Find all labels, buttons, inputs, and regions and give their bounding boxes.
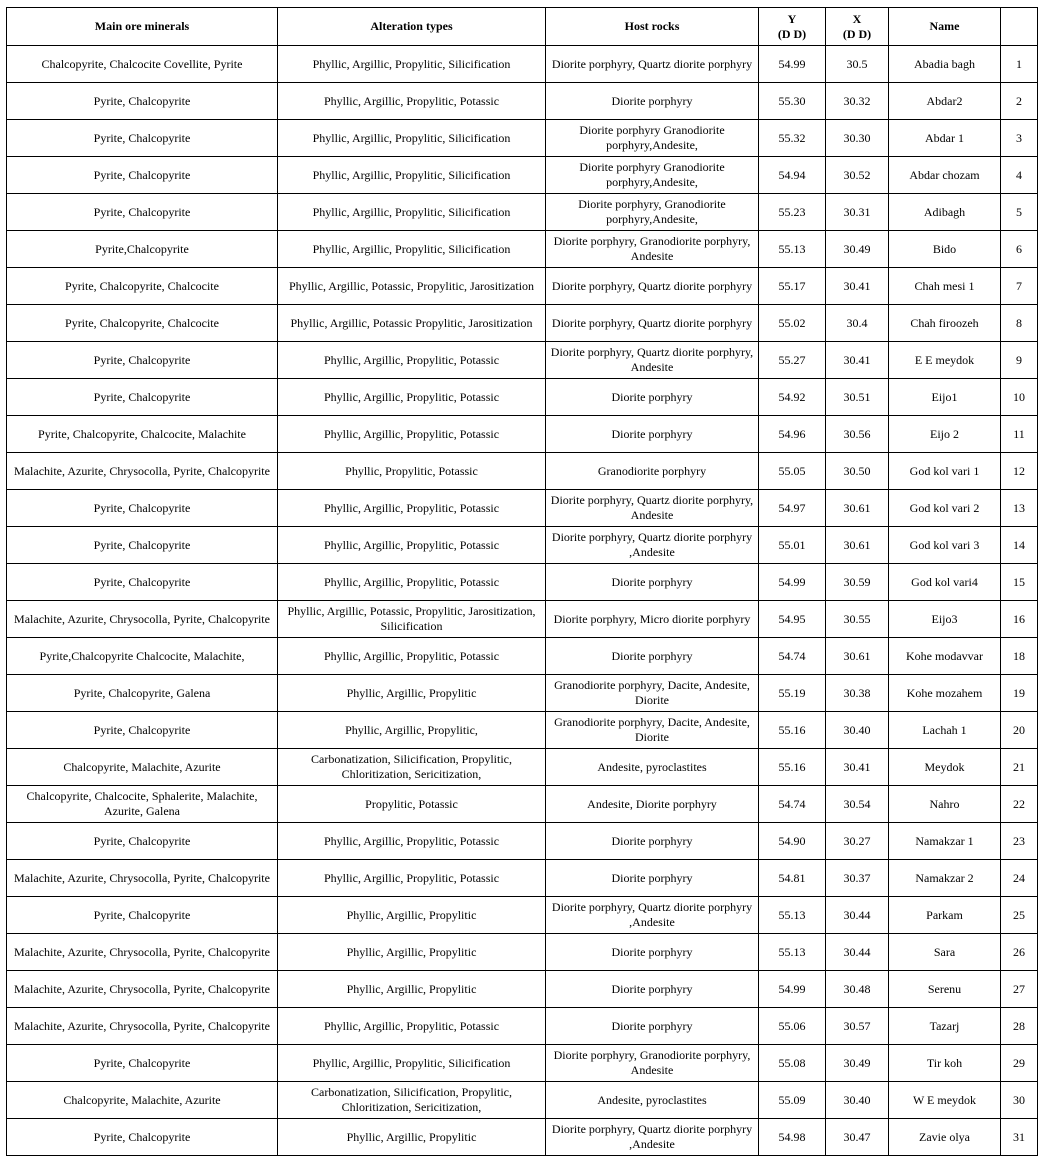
cell-y: 54.99 xyxy=(759,564,826,601)
cell-alteration-types: Phyllic, Argillic, Propylitic, Potassic xyxy=(278,823,546,860)
cell-alteration-types: Phyllic, Argillic, Propylitic, Potassic xyxy=(278,527,546,564)
cell-number: 31 xyxy=(1001,1119,1038,1156)
table-row xyxy=(7,934,1038,971)
cell-number: 5 xyxy=(1001,194,1038,231)
cell-y: 55.19 xyxy=(759,675,826,712)
table-row xyxy=(7,1045,1038,1082)
cell-name: Sara xyxy=(889,934,1001,971)
cell-main-ore-minerals: Pyrite, Chalcopyrite, Chalcocite xyxy=(7,305,278,342)
cell-main-ore-minerals: Malachite, Azurite, Chrysocolla, Pyrite, Chalcopyrite xyxy=(7,971,278,1008)
cell-y: 55.30 xyxy=(759,83,826,120)
cell-y: 55.17 xyxy=(759,268,826,305)
cell-name: Kohe mozahem xyxy=(889,675,1001,712)
table-row xyxy=(7,231,1038,268)
cell-number: 25 xyxy=(1001,897,1038,934)
cell-alteration-types: Phyllic, Argillic, Potassic Propylitic, Jarositization xyxy=(278,305,546,342)
cell-x: 30.27 xyxy=(826,823,889,860)
table-row xyxy=(7,120,1038,157)
cell-number: 15 xyxy=(1001,564,1038,601)
cell-y: 55.05 xyxy=(759,453,826,490)
table-row xyxy=(7,601,1038,638)
table-row xyxy=(7,379,1038,416)
cell-y: 54.94 xyxy=(759,157,826,194)
cell-number: 21 xyxy=(1001,749,1038,786)
cell-y: 55.16 xyxy=(759,712,826,749)
cell-name: Abadia bagh xyxy=(889,46,1001,83)
cell-alteration-types: Phyllic, Argillic, Propylitic, Potassic xyxy=(278,860,546,897)
cell-y: 54.96 xyxy=(759,416,826,453)
cell-main-ore-minerals: Malachite, Azurite, Chrysocolla, Pyrite, Chalcopyrite xyxy=(7,453,278,490)
cell-alteration-types: Phyllic, Argillic, Propylitic, Potassic xyxy=(278,1008,546,1045)
cell-main-ore-minerals: Pyrite,Chalcopyrite Chalcocite, Malachite, xyxy=(7,638,278,675)
table-row xyxy=(7,194,1038,231)
cell-alteration-types: Phyllic, Argillic, Propylitic, Silicification xyxy=(278,194,546,231)
cell-alteration-types: Phyllic, Argillic, Propylitic, Potassic xyxy=(278,416,546,453)
cell-alteration-types: Phyllic, Argillic, Propylitic, xyxy=(278,712,546,749)
cell-number: 19 xyxy=(1001,675,1038,712)
cell-x: 30.44 xyxy=(826,897,889,934)
table-row xyxy=(7,564,1038,601)
cell-alteration-types: Phyllic, Argillic, Propylitic, Potassic xyxy=(278,490,546,527)
header-x xyxy=(826,8,889,46)
cell-main-ore-minerals: Pyrite, Chalcopyrite, Galena xyxy=(7,675,278,712)
cell-host-rocks: Diorite porphyry xyxy=(546,860,759,897)
cell-name: Abdar chozam xyxy=(889,157,1001,194)
cell-number: 23 xyxy=(1001,823,1038,860)
cell-host-rocks: Andesite, pyroclastites xyxy=(546,749,759,786)
cell-main-ore-minerals: Pyrite, Chalcopyrite xyxy=(7,1119,278,1156)
cell-name: Meydok xyxy=(889,749,1001,786)
cell-x: 30.4 xyxy=(826,305,889,342)
cell-main-ore-minerals: Pyrite,Chalcopyrite xyxy=(7,231,278,268)
cell-alteration-types: Phyllic, Argillic, Propylitic, Potassic xyxy=(278,83,546,120)
cell-host-rocks: Diorite porphyry, Quartz diorite porphyry ,Andesite xyxy=(546,1119,759,1156)
cell-y: 55.13 xyxy=(759,231,826,268)
cell-main-ore-minerals: Malachite, Azurite, Chrysocolla, Pyrite, Chalcopyrite xyxy=(7,860,278,897)
cell-host-rocks: Diorite porphyry, Quartz diorite porphyry ,Andesite xyxy=(546,527,759,564)
cell-number: 20 xyxy=(1001,712,1038,749)
cell-alteration-types: Phyllic, Argillic, Propylitic, Potassic xyxy=(278,638,546,675)
cell-host-rocks: Diorite porphyry, Quartz diorite porphyry xyxy=(546,46,759,83)
cell-main-ore-minerals: Malachite, Azurite, Chrysocolla, Pyrite, Chalcopyrite xyxy=(7,601,278,638)
cell-alteration-types: Phyllic, Argillic, Propylitic, Potassic xyxy=(278,564,546,601)
cell-y: 55.16 xyxy=(759,749,826,786)
cell-y: 55.02 xyxy=(759,305,826,342)
cell-alteration-types: Phyllic, Argillic, Propylitic, Silicification xyxy=(278,231,546,268)
cell-x: 30.57 xyxy=(826,1008,889,1045)
table-row xyxy=(7,749,1038,786)
cell-x: 30.31 xyxy=(826,194,889,231)
cell-main-ore-minerals: Pyrite, Chalcopyrite xyxy=(7,194,278,231)
cell-name: Nahro xyxy=(889,786,1001,823)
cell-y: 55.06 xyxy=(759,1008,826,1045)
cell-number: 3 xyxy=(1001,120,1038,157)
cell-host-rocks: Diorite porphyry, Granodiorite porphyry,Andesite, xyxy=(546,194,759,231)
cell-name: God kol vari 2 xyxy=(889,490,1001,527)
cell-name: E E meydok xyxy=(889,342,1001,379)
cell-number: 26 xyxy=(1001,934,1038,971)
cell-host-rocks: Diorite porphyry xyxy=(546,934,759,971)
cell-name: Namakzar 2 xyxy=(889,860,1001,897)
cell-main-ore-minerals: Pyrite, Chalcopyrite xyxy=(7,342,278,379)
cell-name: Eijo1 xyxy=(889,379,1001,416)
cell-name: W E meydok xyxy=(889,1082,1001,1119)
table-row xyxy=(7,46,1038,83)
cell-x: 30.41 xyxy=(826,268,889,305)
cell-host-rocks: Diorite porphyry xyxy=(546,416,759,453)
cell-number: 12 xyxy=(1001,453,1038,490)
cell-name: God kol vari 1 xyxy=(889,453,1001,490)
cell-y: 55.01 xyxy=(759,527,826,564)
cell-number: 8 xyxy=(1001,305,1038,342)
cell-name: Eijo3 xyxy=(889,601,1001,638)
cell-alteration-types: Propylitic, Potassic xyxy=(278,786,546,823)
cell-number: 27 xyxy=(1001,971,1038,1008)
cell-x: 30.38 xyxy=(826,675,889,712)
cell-name: Chah mesi 1 xyxy=(889,268,1001,305)
table-row xyxy=(7,971,1038,1008)
cell-x: 30.41 xyxy=(826,342,889,379)
cell-main-ore-minerals: Pyrite, Chalcopyrite xyxy=(7,527,278,564)
cell-number: 24 xyxy=(1001,860,1038,897)
header-x-label: X xyxy=(852,11,862,26)
cell-alteration-types: Phyllic, Argillic, Propylitic, Potassic xyxy=(278,342,546,379)
cell-y: 54.81 xyxy=(759,860,826,897)
cell-number: 22 xyxy=(1001,786,1038,823)
cell-number: 13 xyxy=(1001,490,1038,527)
cell-x: 30.56 xyxy=(826,416,889,453)
cell-number: 4 xyxy=(1001,157,1038,194)
table-body xyxy=(7,46,1038,1156)
cell-host-rocks: Diorite porphyry, Quartz diorite porphyry xyxy=(546,268,759,305)
header-alteration-types: Alteration types xyxy=(278,8,546,46)
cell-y: 55.13 xyxy=(759,897,826,934)
cell-main-ore-minerals: Pyrite, Chalcopyrite xyxy=(7,83,278,120)
cell-x: 30.5 xyxy=(826,46,889,83)
cell-main-ore-minerals: Pyrite, Chalcopyrite xyxy=(7,120,278,157)
cell-y: 54.97 xyxy=(759,490,826,527)
cell-main-ore-minerals: Pyrite, Chalcopyrite, Chalcocite, Malachite xyxy=(7,416,278,453)
cell-x: 30.37 xyxy=(826,860,889,897)
cell-number: 10 xyxy=(1001,379,1038,416)
header-name: Name xyxy=(889,8,1001,46)
cell-y: 54.99 xyxy=(759,971,826,1008)
cell-host-rocks: Diorite porphyry xyxy=(546,564,759,601)
cell-x: 30.40 xyxy=(826,1082,889,1119)
cell-number: 18 xyxy=(1001,638,1038,675)
cell-x: 30.61 xyxy=(826,490,889,527)
cell-name: Namakzar 1 xyxy=(889,823,1001,860)
cell-host-rocks: Diorite porphyry xyxy=(546,379,759,416)
cell-x: 30.30 xyxy=(826,120,889,157)
cell-x: 30.61 xyxy=(826,527,889,564)
cell-name: Eijo 2 xyxy=(889,416,1001,453)
table-row xyxy=(7,268,1038,305)
cell-host-rocks: Diorite porphyry Granodiorite porphyry,Andesite, xyxy=(546,120,759,157)
cell-alteration-types: Phyllic, Argillic, Potassic, Propylitic, Jarositization, Silicification xyxy=(278,601,546,638)
table-row xyxy=(7,860,1038,897)
cell-name: Tazarj xyxy=(889,1008,1001,1045)
cell-host-rocks: Diorite porphyry, Micro diorite porphyry xyxy=(546,601,759,638)
cell-name: Chah firoozeh xyxy=(889,305,1001,342)
table-row xyxy=(7,638,1038,675)
cell-y: 54.99 xyxy=(759,46,826,83)
ore-deposits-table xyxy=(6,7,1038,1156)
cell-name: Serenu xyxy=(889,971,1001,1008)
cell-y: 55.32 xyxy=(759,120,826,157)
header-row xyxy=(7,8,1038,46)
cell-host-rocks: Granodiorite porphyry, Dacite, Andesite, Diorite xyxy=(546,712,759,749)
cell-number: 6 xyxy=(1001,231,1038,268)
table-row xyxy=(7,1082,1038,1119)
table-row xyxy=(7,786,1038,823)
cell-host-rocks: Diorite porphyry, Quartz diorite porphyry, Andesite xyxy=(546,490,759,527)
table-row xyxy=(7,83,1038,120)
table-row xyxy=(7,305,1038,342)
table-row xyxy=(7,490,1038,527)
cell-x: 30.48 xyxy=(826,971,889,1008)
cell-alteration-types: Phyllic, Argillic, Propylitic xyxy=(278,1119,546,1156)
cell-y: 55.27 xyxy=(759,342,826,379)
cell-y: 55.09 xyxy=(759,1082,826,1119)
cell-x: 30.44 xyxy=(826,934,889,971)
header-main-ore-minerals: Main ore minerals xyxy=(7,8,278,46)
cell-number: 30 xyxy=(1001,1082,1038,1119)
cell-name: Tir koh xyxy=(889,1045,1001,1082)
cell-main-ore-minerals: Pyrite, Chalcopyrite xyxy=(7,1045,278,1082)
cell-main-ore-minerals: Pyrite, Chalcopyrite xyxy=(7,564,278,601)
cell-alteration-types: Phyllic, Argillic, Propylitic xyxy=(278,934,546,971)
cell-alteration-types: Carbonatization, Silicification, Propylitic, Chloritization, Sericitization, xyxy=(278,1082,546,1119)
table-row xyxy=(7,675,1038,712)
cell-host-rocks: Diorite porphyry xyxy=(546,971,759,1008)
cell-alteration-types: Phyllic, Argillic, Propylitic, Silicification xyxy=(278,46,546,83)
cell-host-rocks: Diorite porphyry, Granodiorite porphyry, Andesite xyxy=(546,231,759,268)
cell-number: 14 xyxy=(1001,527,1038,564)
cell-name: Parkam xyxy=(889,897,1001,934)
cell-number: 9 xyxy=(1001,342,1038,379)
cell-host-rocks: Diorite porphyry, Quartz diorite porphyry ,Andesite xyxy=(546,897,759,934)
cell-host-rocks: Andesite, Diorite porphyry xyxy=(546,786,759,823)
cell-number: 29 xyxy=(1001,1045,1038,1082)
cell-main-ore-minerals: Pyrite, Chalcopyrite xyxy=(7,823,278,860)
cell-alteration-types: Phyllic, Argillic, Propylitic xyxy=(278,971,546,1008)
cell-x: 30.40 xyxy=(826,712,889,749)
header-x-unit: (D D) xyxy=(842,26,872,41)
table-row xyxy=(7,157,1038,194)
table-row xyxy=(7,527,1038,564)
cell-name: Abdar 1 xyxy=(889,120,1001,157)
cell-x: 30.51 xyxy=(826,379,889,416)
cell-main-ore-minerals: Pyrite, Chalcopyrite xyxy=(7,379,278,416)
table-row xyxy=(7,1119,1038,1156)
cell-host-rocks: Diorite porphyry Granodiorite porphyry,Andesite, xyxy=(546,157,759,194)
cell-name: Abdar2 xyxy=(889,83,1001,120)
cell-name: Zavie olya xyxy=(889,1119,1001,1156)
cell-main-ore-minerals: Pyrite, Chalcopyrite xyxy=(7,712,278,749)
cell-x: 30.61 xyxy=(826,638,889,675)
cell-alteration-types: Phyllic, Argillic, Propylitic, Silicification xyxy=(278,120,546,157)
cell-alteration-types: Phyllic, Argillic, Potassic, Propylitic, Jarositization xyxy=(278,268,546,305)
cell-main-ore-minerals: Chalcopyrite, Chalcocite, Sphalerite, Malachite, Azurite, Galena xyxy=(7,786,278,823)
cell-x: 30.52 xyxy=(826,157,889,194)
cell-x: 30.50 xyxy=(826,453,889,490)
cell-host-rocks: Andesite, pyroclastites xyxy=(546,1082,759,1119)
cell-name: God kol vari4 xyxy=(889,564,1001,601)
cell-alteration-types: Phyllic, Argillic, Propylitic xyxy=(278,675,546,712)
cell-host-rocks: Diorite porphyry xyxy=(546,823,759,860)
cell-name: Bido xyxy=(889,231,1001,268)
cell-name: Lachah 1 xyxy=(889,712,1001,749)
cell-x: 30.55 xyxy=(826,601,889,638)
cell-name: God kol vari 3 xyxy=(889,527,1001,564)
cell-number: 16 xyxy=(1001,601,1038,638)
cell-x: 30.54 xyxy=(826,786,889,823)
cell-main-ore-minerals: Pyrite, Chalcopyrite, Chalcocite xyxy=(7,268,278,305)
cell-alteration-types: Phyllic, Argillic, Propylitic, Silicification xyxy=(278,1045,546,1082)
table-row xyxy=(7,416,1038,453)
cell-host-rocks: Granodiorite porphyry, Dacite, Andesite, Diorite xyxy=(546,675,759,712)
cell-host-rocks: Diorite porphyry, Quartz diorite porphyry, Andesite xyxy=(546,342,759,379)
cell-number: 11 xyxy=(1001,416,1038,453)
table-row xyxy=(7,1008,1038,1045)
cell-y: 54.92 xyxy=(759,379,826,416)
cell-x: 30.41 xyxy=(826,749,889,786)
cell-y: 54.74 xyxy=(759,638,826,675)
cell-main-ore-minerals: Chalcopyrite, Malachite, Azurite xyxy=(7,749,278,786)
cell-y: 54.90 xyxy=(759,823,826,860)
cell-x: 30.49 xyxy=(826,231,889,268)
table-row xyxy=(7,712,1038,749)
cell-name: Adibagh xyxy=(889,194,1001,231)
table-row xyxy=(7,823,1038,860)
cell-y: 54.95 xyxy=(759,601,826,638)
cell-y: 55.23 xyxy=(759,194,826,231)
cell-main-ore-minerals: Pyrite, Chalcopyrite xyxy=(7,897,278,934)
header-number xyxy=(1001,8,1038,46)
table-row xyxy=(7,453,1038,490)
cell-x: 30.32 xyxy=(826,83,889,120)
cell-main-ore-minerals: Chalcopyrite, Malachite, Azurite xyxy=(7,1082,278,1119)
cell-y: 54.98 xyxy=(759,1119,826,1156)
cell-alteration-types: Phyllic, Propylitic, Potassic xyxy=(278,453,546,490)
cell-x: 30.49 xyxy=(826,1045,889,1082)
header-host-rocks: Host rocks xyxy=(546,8,759,46)
cell-host-rocks: Diorite porphyry xyxy=(546,1008,759,1045)
cell-host-rocks: Diorite porphyry, Quartz diorite porphyry xyxy=(546,305,759,342)
cell-alteration-types: Phyllic, Argillic, Propylitic, Potassic xyxy=(278,379,546,416)
cell-host-rocks: Diorite porphyry, Granodiorite porphyry, Andesite xyxy=(546,1045,759,1082)
header-y-label: Y xyxy=(787,11,797,26)
cell-main-ore-minerals: Pyrite, Chalcopyrite xyxy=(7,490,278,527)
table-row xyxy=(7,897,1038,934)
cell-main-ore-minerals: Chalcopyrite, Chalcocite Covellite, Pyrite xyxy=(7,46,278,83)
cell-host-rocks: Diorite porphyry xyxy=(546,638,759,675)
cell-x: 30.47 xyxy=(826,1119,889,1156)
cell-number: 1 xyxy=(1001,46,1038,83)
cell-number: 2 xyxy=(1001,83,1038,120)
cell-main-ore-minerals: Malachite, Azurite, Chrysocolla, Pyrite, Chalcopyrite xyxy=(7,934,278,971)
cell-y: 54.74 xyxy=(759,786,826,823)
cell-y: 55.08 xyxy=(759,1045,826,1082)
cell-alteration-types: Phyllic, Argillic, Propylitic, Silicification xyxy=(278,157,546,194)
header-y-unit: (D D) xyxy=(777,26,807,41)
cell-alteration-types: Phyllic, Argillic, Propylitic xyxy=(278,897,546,934)
table-header xyxy=(7,8,1038,46)
cell-host-rocks: Diorite porphyry xyxy=(546,83,759,120)
cell-main-ore-minerals: Pyrite, Chalcopyrite xyxy=(7,157,278,194)
table-row xyxy=(7,342,1038,379)
cell-number: 28 xyxy=(1001,1008,1038,1045)
cell-main-ore-minerals: Malachite, Azurite, Chrysocolla, Pyrite, Chalcopyrite xyxy=(7,1008,278,1045)
cell-name: Kohe modavvar xyxy=(889,638,1001,675)
cell-y: 55.13 xyxy=(759,934,826,971)
cell-x: 30.59 xyxy=(826,564,889,601)
cell-alteration-types: Carbonatization, Silicification, Propylitic, Chloritization, Sericitization, xyxy=(278,749,546,786)
cell-number: 7 xyxy=(1001,268,1038,305)
header-y xyxy=(759,8,826,46)
cell-host-rocks: Granodiorite porphyry xyxy=(546,453,759,490)
